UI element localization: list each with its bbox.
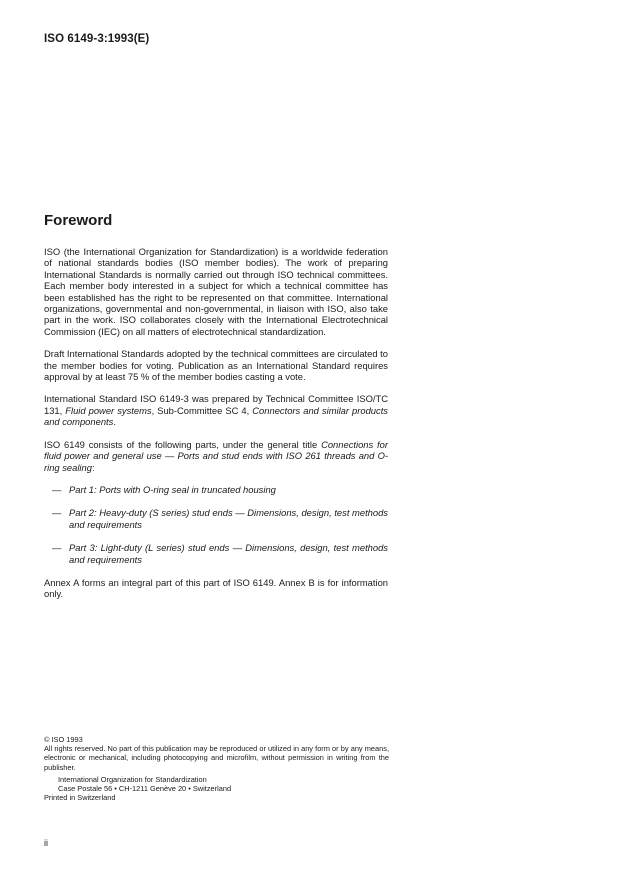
copyright-block bbox=[44, 735, 389, 802]
para3-italic-a: Fluid power systems bbox=[65, 404, 152, 416]
para4-italic-a: Connections for fluid power and general use — Ports and stud ends with ISO 261 threads and O-ring sealing bbox=[44, 438, 388, 473]
rights-reserved-text: All rights reserved. No part of this publication may be reproduced or utilized in any form or by any means, electronic or mechanical, including photocopying and microfilm, without permission in writing from the publisher. bbox=[44, 744, 389, 772]
part-3-title: Part 3: Light-duty (L series) stud ends — Dimensions, design, test methods and requirements bbox=[69, 542, 388, 565]
part-1-title: Part 1: Ports with O-ring seal in truncated housing bbox=[69, 483, 276, 495]
foreword-paragraph-5: Annex A forms an integral part of this part of ISO 6149. Annex B is for information only. bbox=[44, 576, 388, 600]
foreword-paragraph-4 bbox=[44, 439, 388, 473]
para4-text-a: ISO 6149 consists of the following parts, under the general title bbox=[44, 438, 322, 450]
foreword-paragraph-2: Draft International Standards adopted by the technical committees are circulated to the member bodies for voting. Publication as an International Standard requires approval by at least 75 % of the member bodies casting a vote. bbox=[44, 348, 388, 383]
publisher-name: International Organization for Standardization bbox=[58, 774, 207, 784]
list-dash: — bbox=[52, 542, 62, 554]
publisher-address: Case Postale 56 • CH-1211 Genève 20 • Switzerland bbox=[58, 784, 232, 794]
list-dash: — bbox=[52, 483, 62, 495]
page-number: ii bbox=[44, 838, 48, 848]
foreword-body bbox=[44, 246, 388, 611]
document-code: ISO 6149-3:1993(E) bbox=[44, 33, 150, 45]
part-list-item bbox=[44, 507, 388, 530]
para3-text-a: International Standard ISO 6149-3 was prepared by Technical Committee ISO/TC 131, bbox=[44, 393, 388, 416]
foreword-paragraph-1: ISO (the International Organization for Standardization) is a worldwide federation of national standards bodies (ISO member bodies). The work of preparing International Standards is normally carried out through ISO technical committees. Each member body interested in a subject for which a technical committee has been established has the right to be represented on that committee. International organizations, governmental and non-governmental, in liaison with ISO, also take part in the work. ISO collaborates closely with the International Electrotechnical Commission (IEC) on all matters of electrotechnical standardization. bbox=[44, 246, 388, 337]
part-2-title: Part 2: Heavy-duty (S series) stud ends — Dimensions, design, test methods and requirements bbox=[69, 507, 388, 530]
printed-in: Printed in Switzerland bbox=[44, 793, 116, 803]
copyright-notice: © ISO 1993 bbox=[44, 735, 83, 744]
para3-text-c: . bbox=[113, 416, 116, 428]
para3-text-b: , Sub-Committee SC 4, bbox=[151, 404, 253, 416]
part-list-item bbox=[44, 484, 388, 495]
list-dash: — bbox=[52, 507, 62, 519]
para3-italic-b: Connectors and similar products and components bbox=[44, 404, 388, 428]
para4-text-b: : bbox=[91, 461, 95, 473]
foreword-heading: Foreword bbox=[44, 212, 113, 229]
foreword-paragraph-3 bbox=[44, 393, 388, 427]
part-list-item bbox=[44, 542, 388, 565]
